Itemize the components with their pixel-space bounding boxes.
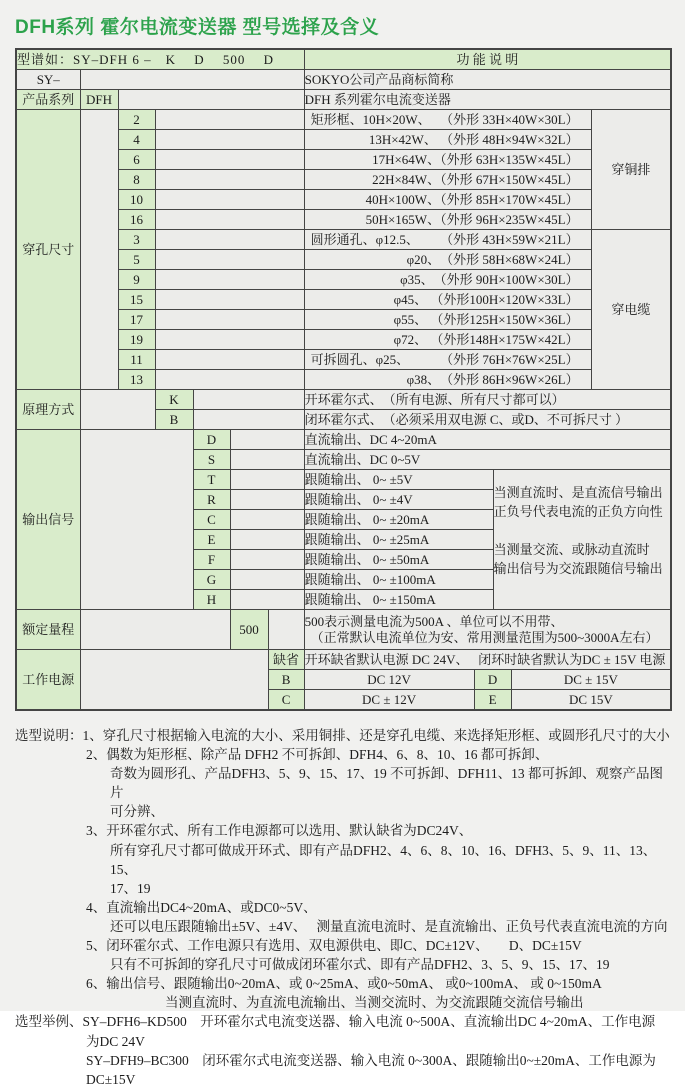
empty-cell bbox=[80, 650, 268, 711]
range-code-cell: 500 bbox=[230, 610, 268, 650]
selection-notes bbox=[15, 726, 675, 1089]
size-desc-cell bbox=[304, 110, 591, 130]
output-code-cell: D bbox=[193, 430, 230, 450]
rated-range-row bbox=[16, 610, 671, 650]
size-code-cell: 2 bbox=[118, 110, 155, 130]
size-code-cell: 11 bbox=[118, 350, 155, 370]
empty-cell bbox=[80, 70, 304, 90]
empty-cell bbox=[155, 250, 304, 270]
output-desc-cell: 直流输出、DC 4~20mA bbox=[304, 430, 671, 450]
note-line: 17、19 bbox=[110, 880, 151, 896]
brand-desc-cell: SOKYO公司产品商标简称 bbox=[304, 70, 671, 90]
size-desc-post: （外形 33H×40W×30L） bbox=[440, 111, 579, 127]
note-line: SY–DFH9–BC300 闭环霍尔式电流变送器、输入电流 0~300A、跟随输出0~±20mA、工作电源为 bbox=[86, 1052, 656, 1068]
size-desc-post: 13H×42W、 （外形 48H×94W×32L） bbox=[368, 131, 579, 147]
size-desc-cell bbox=[304, 370, 591, 390]
size-desc-post: （外形 43H×59W×21L） bbox=[440, 231, 579, 247]
size-desc-post: 17H×64W、（外形 63H×135W×45L） bbox=[372, 151, 579, 167]
brand-label-cell: SY– bbox=[16, 70, 80, 90]
empty-cell bbox=[155, 150, 304, 170]
range-desc-line2: （正常默认电流单位为安、常用测量范围为500~3000A左右） bbox=[310, 629, 659, 645]
output-label-cell: 输出信号 bbox=[16, 430, 80, 610]
empty-cell bbox=[118, 90, 304, 110]
size-desc-post: φ35、 （外形 90H×100W×30L） bbox=[400, 271, 579, 287]
empty-cell bbox=[230, 430, 304, 450]
model-selection-table bbox=[15, 48, 672, 711]
note-line: 还可以电压跟随输出±5V、±4V、 测量直流电流时、是直流输出、正负号代表直流电流的方向 bbox=[110, 918, 668, 934]
size-desc-cell bbox=[304, 150, 591, 170]
output-code-cell: R bbox=[193, 490, 230, 510]
principle-row bbox=[16, 390, 671, 410]
size-desc-cell bbox=[304, 330, 591, 350]
note-line: 可分辨、 bbox=[110, 804, 164, 820]
empty-cell bbox=[155, 230, 304, 250]
size-code-cell: 6 bbox=[118, 150, 155, 170]
power-value-cell: DC 12V bbox=[304, 670, 474, 690]
empty-cell bbox=[230, 470, 304, 490]
principle-desc-cell: 开环霍尔式、 （所有电源、所有尺寸都可以） bbox=[304, 390, 671, 410]
series-code-cell: DFH bbox=[80, 90, 118, 110]
empty-cell bbox=[155, 330, 304, 350]
size-desc-pre: 矩形框、10H×20W、 bbox=[310, 111, 431, 127]
size-desc-cell bbox=[304, 270, 591, 290]
function-desc-header: 功 能 说 明 bbox=[304, 49, 671, 70]
empty-cell bbox=[155, 370, 304, 390]
size-desc-post: 40H×100W、（外形 85H×170W×45L） bbox=[365, 191, 579, 207]
size-code-cell: 13 bbox=[118, 370, 155, 390]
dc-note-line2: 正负号代表电流的正负方向性 bbox=[493, 503, 663, 519]
empty-cell bbox=[230, 570, 304, 590]
series-label-cell: 产品系列 bbox=[16, 90, 80, 110]
power-label-cell: 工作电源 bbox=[16, 650, 80, 711]
model-code-header: 型谱如：SY–DFH 6 – K D 500 D bbox=[16, 49, 304, 70]
size-code-cell: 15 bbox=[118, 290, 155, 310]
empty-cell bbox=[230, 550, 304, 570]
page-title: DFH系列 霍尔电流变送器 型号选择及含义 bbox=[15, 17, 380, 38]
output-desc-cell: 跟随输出、 0~ ±50mA bbox=[304, 550, 493, 570]
power-default-desc-cell: 开环缺省默认电源 DC 24V、 闭环时缺省默认为DC ± 15V 电源 bbox=[304, 650, 671, 670]
output-signal-row bbox=[16, 430, 671, 450]
power-code-cell: B bbox=[268, 670, 304, 690]
empty-cell bbox=[155, 290, 304, 310]
power-value-cell: DC ± 12V bbox=[304, 690, 474, 711]
cable-note-cell: 穿电缆 bbox=[591, 230, 671, 390]
dc-note bbox=[494, 483, 671, 521]
size-desc-cell bbox=[304, 170, 591, 190]
empty-cell bbox=[155, 170, 304, 190]
power-row bbox=[16, 650, 671, 670]
empty-cell bbox=[268, 610, 304, 650]
note-line: 只有不可拆卸的穿孔尺寸可做成闭环霍尔式、即有产品DFH2、3、5、9、15、17、19 bbox=[110, 957, 610, 973]
empty-cell bbox=[80, 110, 118, 390]
power-code-cell: D bbox=[474, 670, 511, 690]
output-code-cell: F bbox=[193, 550, 230, 570]
ac-note-line1: 当测量交流、或脉动直流时 bbox=[493, 541, 650, 557]
hole-size-row bbox=[16, 110, 671, 130]
size-code-cell: 9 bbox=[118, 270, 155, 290]
size-desc-post: φ38、 （外形 86H×96W×26L） bbox=[406, 371, 579, 387]
size-desc-cell bbox=[304, 350, 591, 370]
size-desc-post: φ55、 （外形125H×150W×36L） bbox=[393, 311, 579, 327]
range-desc-cell bbox=[304, 610, 671, 650]
empty-cell bbox=[230, 510, 304, 530]
size-code-cell: 5 bbox=[118, 250, 155, 270]
range-label-cell: 额定量程 bbox=[16, 610, 80, 650]
empty-cell bbox=[155, 310, 304, 330]
size-desc-post: 50H×165W、（外形 96H×235W×45L） bbox=[365, 211, 579, 227]
size-code-cell: 16 bbox=[118, 210, 155, 230]
size-desc-cell bbox=[304, 210, 591, 230]
output-annotation-cell bbox=[493, 470, 671, 610]
size-desc-pre: 圆形通孔、φ12.5、 bbox=[310, 231, 419, 247]
output-code-cell: T bbox=[193, 470, 230, 490]
empty-cell bbox=[80, 390, 155, 430]
output-code-cell: G bbox=[193, 570, 230, 590]
empty-cell bbox=[155, 350, 304, 370]
bar-note-cell: 穿铜排 bbox=[591, 110, 671, 230]
size-code-cell: 3 bbox=[118, 230, 155, 250]
size-desc-cell bbox=[304, 190, 591, 210]
note-line: 4、直流输出DC4~20mA、或DC0~5V、 bbox=[86, 899, 317, 915]
size-desc-pre: 可拆圆孔、φ25、 bbox=[310, 351, 410, 367]
note-line: 当测直流时、为直流电流输出、当测交流时、为交流跟随交流信号输出 bbox=[165, 995, 584, 1011]
note-line: 选型说明：1、穿孔尺寸根据输入电流的大小、采用铜排、还是穿孔电缆、来选择矩形框、或圆形孔尺寸的大小 bbox=[15, 728, 670, 743]
output-desc-cell: 跟随输出、 0~ ±25mA bbox=[304, 530, 493, 550]
output-desc-cell: 直流输出、DC 0~5V bbox=[304, 450, 671, 470]
size-desc-cell bbox=[304, 130, 591, 150]
empty-cell bbox=[193, 410, 304, 430]
ac-note bbox=[494, 540, 671, 578]
empty-cell bbox=[230, 590, 304, 610]
note-line: 选型举例、SY–DFH6–KD500 开环霍尔式电流变送器、输入电流 0~500A、直流输出DC 4~20mA、工作电源 bbox=[15, 1014, 656, 1030]
output-code-cell: H bbox=[193, 590, 230, 610]
empty-cell bbox=[80, 610, 230, 650]
size-desc-post: 22H×84W、（外形 67H×150W×45L） bbox=[372, 171, 579, 187]
power-code-cell: C bbox=[268, 690, 304, 711]
size-code-cell: 19 bbox=[118, 330, 155, 350]
empty-cell bbox=[155, 210, 304, 230]
series-row bbox=[16, 90, 671, 110]
note-line: 3、开环霍尔式、所有工作电源都可以选用、默认缺省为DC24V、 bbox=[86, 823, 473, 839]
size-code-cell: 4 bbox=[118, 130, 155, 150]
principle-desc-cell: 闭环霍尔式、 （必须采用双电源 C、或D、不可拆尺寸 ） bbox=[304, 410, 671, 430]
empty-cell bbox=[155, 270, 304, 290]
output-desc-cell: 跟随输出、 0~ ±4V bbox=[304, 490, 493, 510]
power-code-cell: E bbox=[474, 690, 511, 711]
note-line: 5、闭环霍尔式、工作电源只有选用、双电源供电、即C、DC±12V、 D、DC±15V bbox=[86, 938, 582, 954]
note-line: 2、偶数为矩形框、除产品 DFH2 不可拆卸、DFH4、6、8、10、16 都可拆卸、 bbox=[86, 747, 549, 763]
principle-code-cell: B bbox=[155, 410, 193, 430]
ac-note-line2: 输出信号为交流跟随信号输出 bbox=[493, 560, 663, 576]
size-desc-cell bbox=[304, 250, 591, 270]
size-desc-post: φ20、 （外形 58H×68W×24L） bbox=[406, 251, 579, 267]
power-value-cell: DC 15V bbox=[511, 690, 671, 711]
size-desc-post: （外形 76H×76W×25L） bbox=[440, 351, 579, 367]
empty-cell bbox=[230, 530, 304, 550]
dc-note-line1: 当测直流时、是直流信号输出 bbox=[493, 484, 663, 500]
note-line: DC±15V bbox=[86, 1071, 136, 1087]
size-desc-post: φ45、 （外形100H×120W×33L） bbox=[393, 291, 579, 307]
note-line: 为DC 24V bbox=[86, 1033, 145, 1049]
empty-cell bbox=[230, 450, 304, 470]
empty-cell bbox=[155, 110, 304, 130]
output-desc-cell: 跟随输出、 0~ ±150mA bbox=[304, 590, 493, 610]
output-desc-cell: 跟随输出、 0~ ±100mA bbox=[304, 570, 493, 590]
power-default-code-cell: 缺省 bbox=[268, 650, 304, 670]
empty-cell bbox=[80, 430, 193, 610]
note-line: 6、输出信号、跟随输出0~20mA、或 0~25mA、或0~50mA、 或0~100mA、 或 0~150mA bbox=[86, 976, 602, 992]
empty-cell bbox=[193, 390, 304, 410]
note-line: 奇数为圆形孔、产品DFH3、5、9、15、17、19 不可拆卸、DFH11、13 都可拆卸、观察产品图片 bbox=[110, 766, 664, 801]
series-desc-cell: DFH 系列霍尔电流变送器 bbox=[304, 90, 671, 110]
size-code-cell: 8 bbox=[118, 170, 155, 190]
size-desc-cell bbox=[304, 310, 591, 330]
hole-size-label-cell: 穿孔尺寸 bbox=[16, 110, 80, 390]
output-code-cell: E bbox=[193, 530, 230, 550]
size-desc-post: φ72、 （外形148H×175W×42L） bbox=[393, 331, 579, 347]
note-line: 所有穿孔尺寸都可做成开环式、即有产品DFH2、4、6、8、10、16、DFH3、5、9、11、13、15、 bbox=[110, 842, 657, 877]
header-row bbox=[16, 49, 671, 70]
principle-code-cell: K bbox=[155, 390, 193, 410]
range-desc-line1: 500表示测量电流为500A 、单位可以不用带、 bbox=[304, 613, 564, 629]
output-desc-cell: 跟随输出、 0~ ±5V bbox=[304, 470, 493, 490]
size-desc-cell bbox=[304, 290, 591, 310]
empty-cell bbox=[155, 190, 304, 210]
empty-cell bbox=[230, 490, 304, 510]
principle-label-cell: 原理方式 bbox=[16, 390, 80, 430]
empty-cell bbox=[155, 130, 304, 150]
output-desc-cell: 跟随输出、 0~ ±20mA bbox=[304, 510, 493, 530]
power-value-cell: DC ± 15V bbox=[511, 670, 671, 690]
brand-row bbox=[16, 70, 671, 90]
size-code-cell: 17 bbox=[118, 310, 155, 330]
output-code-cell: S bbox=[193, 450, 230, 470]
size-code-cell: 10 bbox=[118, 190, 155, 210]
size-desc-cell bbox=[304, 230, 591, 250]
output-code-cell: C bbox=[193, 510, 230, 530]
